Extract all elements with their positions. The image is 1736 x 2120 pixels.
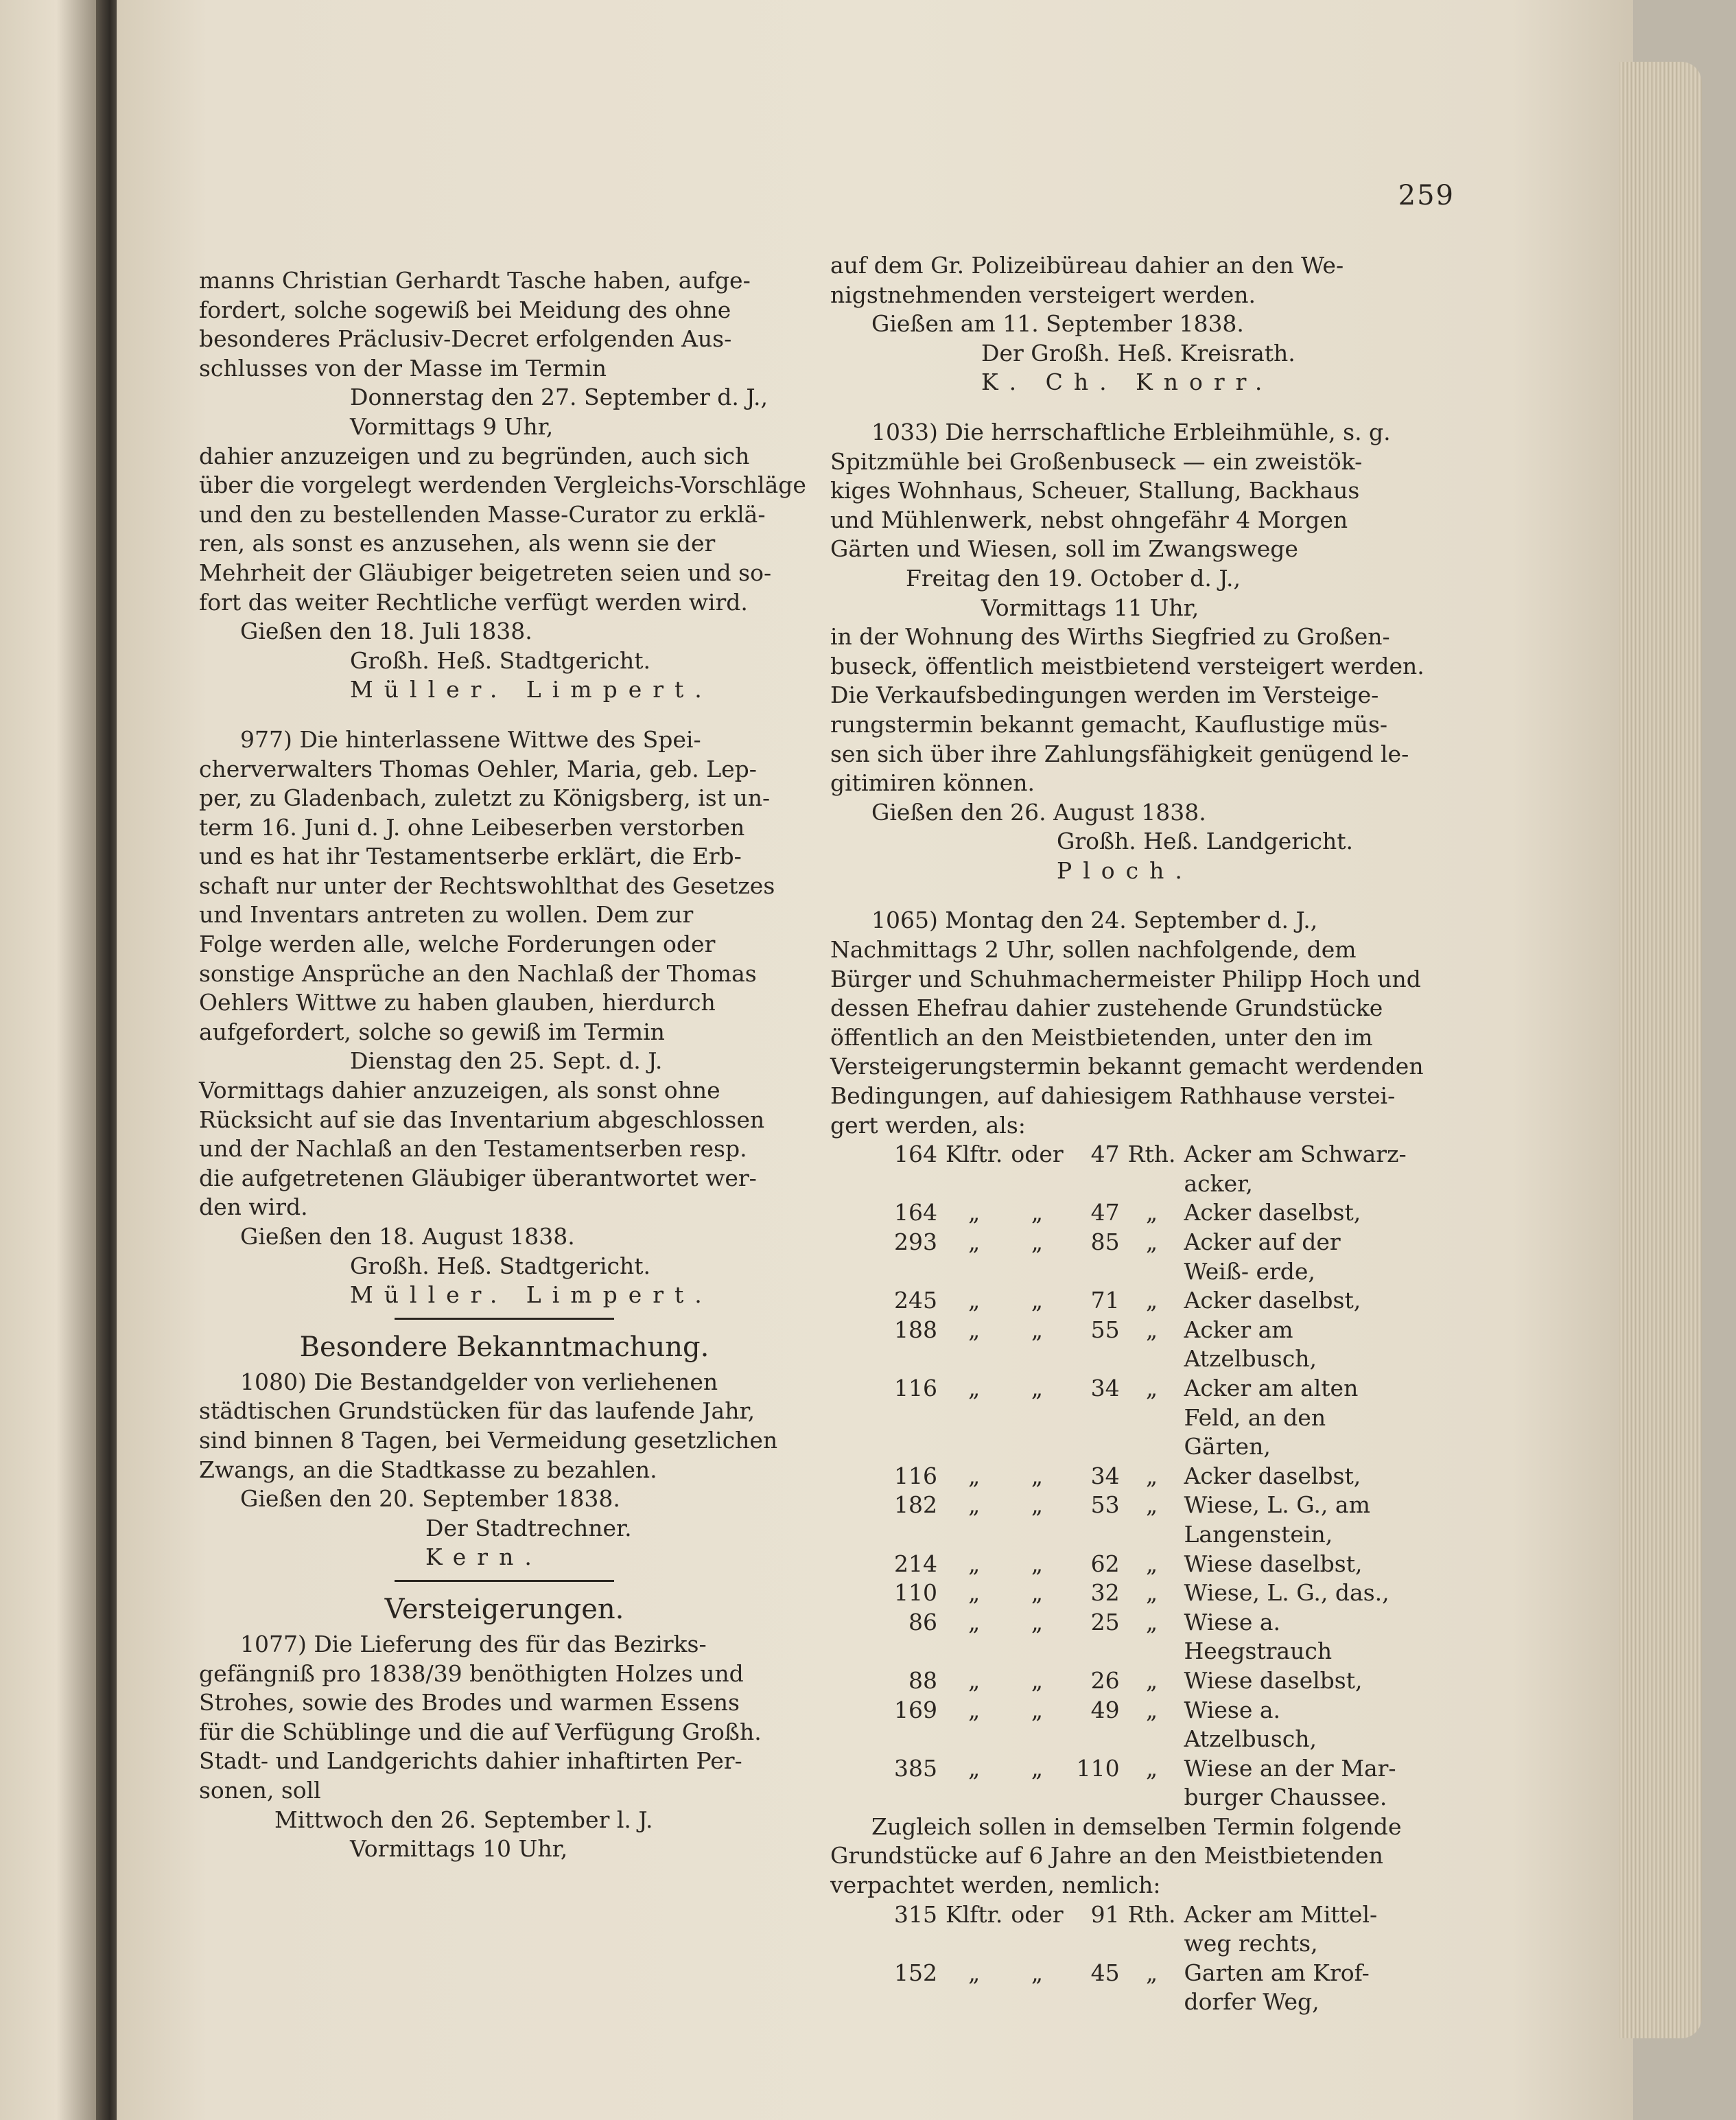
text-line: manns Christian Gerhardt Tasche haben, aufge- [199, 267, 751, 294]
lot-desc: Wiese daselbst, [1184, 1666, 1363, 1694]
lot-u1: „ [968, 1550, 981, 1577]
notice-1033-signature: Ploch. [1057, 857, 1193, 884]
lot-u1: „ [968, 1287, 981, 1314]
lease-lots-table [885, 1900, 1414, 2017]
text-line: Bedingungen, auf dahiesigem Rathhause verstei- [830, 1082, 1396, 1110]
lot-desc: Acker daselbst, [1184, 1287, 1361, 1314]
text-line: und Mühlenwerk, nebst ohngefähr 4 Morgen [830, 506, 1348, 533]
notice-1033-time: Vormittags 11 Uhr, [981, 594, 1199, 621]
lot-m: „ [1031, 1579, 1044, 1607]
notice-1077-date: Mittwoch den 26. September l. J. [274, 1806, 653, 1833]
intro-notice [199, 266, 810, 383]
text-line: rungstermin bekannt gemacht, Kauflustige müs- [830, 710, 1388, 738]
lot-row [885, 1462, 1414, 1491]
page-number: 259 [1398, 180, 1455, 211]
lot-u1: „ [968, 1228, 981, 1255]
lot-a: 86 [908, 1608, 937, 1635]
lot-row [885, 1491, 1414, 1549]
text-line: in der Wohnung des Wirths Siegfried zu Großen- [830, 623, 1390, 651]
text-line: 1033) Die herrschaftliche Erbleihmühle, s. g. [871, 418, 1391, 445]
lot-b: 34 [1090, 1462, 1120, 1489]
lot-row [885, 1316, 1414, 1374]
notice-977-court: Großh. Heß. Stadtgericht. [350, 1252, 651, 1279]
lot-row [885, 1666, 1414, 1696]
text-line: nigstnehmenden versteigert werden. [830, 281, 1256, 308]
lot-a: 293 [894, 1228, 937, 1255]
text-line: öffentlich an den Meistbietenden, unter den im [830, 1023, 1373, 1051]
text-line: Strohes, sowie des Brodes und warmen Essens [199, 1689, 740, 1716]
notice-1080 [199, 1368, 810, 1484]
left-column [199, 266, 810, 1864]
lot-u2: „ [1146, 1287, 1158, 1314]
text-line: fort das weiter Rechtliche verfügt werden wird. [199, 588, 748, 616]
text-line: den wird. [199, 1193, 308, 1221]
text-line: für die Schüblinge und die auf Verfügung Großh. [199, 1718, 762, 1745]
intro-place: Gießen den 18. Juli 1838. [240, 618, 532, 645]
lot-row [885, 1754, 1414, 1813]
lot-b: 53 [1090, 1491, 1120, 1519]
lot-desc: Wiese a. Heegstrauch [1184, 1608, 1333, 1665]
lot-u1: „ [968, 1666, 981, 1694]
lot-row [885, 1140, 1414, 1198]
text-line: sonen, soll [199, 1776, 321, 1804]
lot-desc: Wiese daselbst, [1184, 1550, 1363, 1577]
text-line: cherverwalters Thomas Oehler, Maria, geb. Lep- [199, 755, 757, 782]
text-line: städtischen Grundstücken für das laufende Jahr, [199, 1397, 755, 1425]
lot-row [885, 1608, 1414, 1666]
text-line: sind binnen 8 Tagen, bei Vermeidung gesetzlichen [199, 1426, 778, 1454]
lot-row [885, 1696, 1414, 1754]
text-line: Nachmittags 2 Uhr, sollen nachfolgende, dem [830, 936, 1357, 964]
lot-u1: Klftr. [946, 1141, 1003, 1168]
notice-977-signature: Müller. Limpert. [350, 1281, 713, 1309]
text-line: Spitzmühle bei Großenbuseck — ein zweistök- [830, 447, 1363, 475]
lot-a: 88 [908, 1666, 937, 1694]
lot-m: „ [1031, 1316, 1044, 1343]
text-line: über die vorgelegt werdenden Vergleichs-Vorschläge [199, 471, 806, 499]
lot-m: „ [1031, 1287, 1044, 1314]
intro-time: Vormittags 9 Uhr, [350, 412, 554, 440]
lot-desc: Acker daselbst, [1184, 1199, 1361, 1226]
text-line: fordert, solche sogewiß bei Meidung des ohne [199, 296, 731, 323]
text-line: gefängniß pro 1838/39 benöthigten Holzes und [199, 1659, 744, 1687]
continuation-signature: K. Ch. Knorr. [981, 369, 1274, 396]
text-line: besonderes Präclusiv-Decret erfolgenden Aus- [199, 325, 732, 353]
text-line: und Inventars antreten zu wollen. Dem zur [199, 901, 694, 929]
lot-b: 47 [1090, 1199, 1120, 1226]
lot-desc: Garten am Krof- dorfer Weg, [1184, 1959, 1370, 2016]
lot-b: 110 [1076, 1754, 1120, 1782]
lot-b: 34 [1090, 1374, 1120, 1401]
text-line: 977) Die hinterlassene Wittwe des Spei- [240, 725, 701, 753]
lot-u1: „ [968, 1959, 981, 1986]
lot-a: 169 [894, 1696, 937, 1723]
lot-u2: Rth. [1127, 1900, 1176, 1928]
lot-row [885, 1228, 1414, 1286]
continuation-office: Der Großh. Heß. Kreisrath. [981, 339, 1295, 366]
lot-m: „ [1031, 1696, 1044, 1723]
lot-u2: „ [1146, 1491, 1158, 1519]
intro-court: Großh. Heß. Stadtgericht. [350, 647, 651, 674]
lot-u2: „ [1146, 1199, 1158, 1226]
lot-u1: „ [968, 1491, 981, 1519]
text-line: verpachtet werden, nemlich: [830, 1872, 1161, 1899]
lot-a: 315 [894, 1900, 937, 1928]
lot-a: 110 [894, 1579, 937, 1607]
right-column [830, 251, 1448, 2017]
page-stack-edges [1619, 62, 1702, 2038]
notice-1080-signature: Kern. [425, 1544, 543, 1571]
lot-desc: Acker am Mittel- weg rechts, [1184, 1900, 1378, 1957]
lot-b: 91 [1090, 1900, 1120, 1928]
text-line: Folge werden alle, welche Forderungen oder [199, 931, 716, 958]
lot-b: 62 [1090, 1550, 1120, 1577]
lot-a: 182 [894, 1491, 937, 1519]
lot-u2: „ [1146, 1959, 1158, 1986]
lot-u2: „ [1146, 1550, 1158, 1577]
lot-b: 26 [1090, 1666, 1120, 1694]
lot-u2: „ [1146, 1754, 1158, 1782]
lot-m: oder [1011, 1900, 1064, 1928]
text-line: schlusses von der Masse im Termin [199, 354, 607, 382]
text-line: dahier anzuzeigen und zu begründen, auch sich [199, 442, 750, 469]
section-rule [199, 1310, 810, 1327]
text-line: ren, als sonst es anzusehen, als wenn sie der [199, 530, 716, 557]
intro-body [199, 442, 810, 618]
lot-m: „ [1031, 1228, 1044, 1255]
notice-1080-office: Der Stadtrechner. [425, 1514, 632, 1541]
lot-desc: Wiese, L. G., das., [1184, 1579, 1389, 1607]
lot-m: „ [1031, 1550, 1044, 1577]
text-line: Vormittags dahier anzuzeigen, als sonst ohne [199, 1077, 720, 1104]
text-line: kiges Wohnhaus, Scheuer, Stallung, Backhaus [830, 477, 1360, 504]
lot-a: 214 [894, 1550, 937, 1577]
lot-u1: „ [968, 1462, 981, 1489]
lot-row [885, 1286, 1414, 1316]
lot-u1: „ [968, 1579, 981, 1607]
lot-u2: Rth. [1127, 1141, 1176, 1168]
lot-row [885, 1959, 1414, 2017]
lot-u2: „ [1146, 1696, 1158, 1723]
notice-1077 [199, 1630, 810, 1806]
text-line: term 16. Juni d. J. ohne Leibeserben verstorben [199, 813, 745, 841]
text-line: Die Verkaufsbedingungen werden im Versteige- [830, 682, 1379, 709]
lease-intro [830, 1813, 1448, 1900]
lot-m: „ [1031, 1608, 1044, 1635]
notice-977-place: Gießen den 18. August 1838. [240, 1223, 575, 1250]
lot-u2: „ [1146, 1228, 1158, 1255]
notice-977-date: Dienstag den 25. Sept. d. J. [350, 1047, 663, 1075]
lot-b: 71 [1090, 1287, 1120, 1314]
text-line: auf dem Gr. Polizeibüreau dahier an den We- [830, 252, 1344, 279]
lot-desc: Acker daselbst, [1184, 1462, 1361, 1489]
lot-u2: „ [1146, 1579, 1158, 1607]
lot-desc: Acker am Atzelbusch, [1184, 1316, 1317, 1373]
lot-desc: Acker am Schwarz- acker, [1184, 1141, 1407, 1197]
lot-u2: „ [1146, 1374, 1158, 1401]
text-line: 1077) Die Lieferung des für das Bezirks- [240, 1630, 707, 1657]
text-line: Gärten und Wiesen, soll im Zwangswege [830, 535, 1298, 563]
text-line: buseck, öffentlich meistbietend versteigert werden. [830, 652, 1424, 679]
lot-u1: „ [968, 1374, 981, 1401]
lot-u1: „ [968, 1696, 981, 1723]
lot-u2: „ [1146, 1462, 1158, 1489]
notice-1033-date: Freitag den 19. October d. J., [906, 564, 1241, 592]
intro-date: Donnerstag den 27. September d. J., [350, 384, 769, 411]
notice-1065 [830, 906, 1448, 1140]
notice-1077-time: Vormittags 10 Uhr, [350, 1835, 568, 1863]
text-line: 1065) Montag den 24. September d. J., [871, 907, 1318, 934]
lot-b: 32 [1090, 1579, 1120, 1607]
lot-a: 164 [894, 1199, 937, 1226]
lot-b: 49 [1090, 1696, 1120, 1723]
lot-a: 116 [894, 1462, 937, 1489]
lot-b: 47 [1090, 1141, 1120, 1168]
text-line: gert werden, als: [830, 1111, 1026, 1139]
text-line: per, zu Gladenbach, zuletzt zu Königsberg, ist un- [199, 784, 771, 812]
text-line: und den zu bestellenden Masse-Curator zu erklä- [199, 500, 766, 528]
lot-u1: „ [968, 1316, 981, 1343]
heading-special: Besondere Bekanntmachung. [299, 1331, 709, 1363]
text-line: sonstige Ansprüche an den Nachlaß der Thomas [199, 959, 757, 987]
text-line: die aufgetretenen Gläubiger überantwortet wer- [199, 1164, 757, 1191]
lot-a: 188 [894, 1316, 937, 1343]
lot-b: 55 [1090, 1316, 1120, 1343]
facing-page-edge [0, 0, 103, 2120]
lot-a: 152 [894, 1959, 937, 1986]
lot-m: „ [1031, 1666, 1044, 1694]
notice-977 [199, 725, 810, 1047]
lot-row [885, 1550, 1414, 1579]
lot-desc: Wiese, L. G., am Langenstein, [1184, 1491, 1370, 1548]
lot-desc: Acker am alten Feld, an den Gärten, [1184, 1374, 1359, 1460]
lot-desc: Wiese an der Mar- burger Chaussee. [1184, 1754, 1396, 1811]
text-line: Mehrheit der Gläubiger beigetreten seien und so- [199, 559, 772, 586]
lot-m: oder [1011, 1141, 1064, 1168]
lot-u1: „ [968, 1754, 981, 1782]
lot-desc: Wiese a. Atzelbusch, [1184, 1696, 1317, 1753]
text-line: Stadt- und Landgerichts dahier inhaftirten Per- [199, 1747, 742, 1775]
continuation-place: Gießen am 11. September 1838. [871, 310, 1244, 338]
lot-b: 25 [1090, 1608, 1120, 1635]
notice-1033-body [830, 622, 1448, 798]
lot-u1: „ [968, 1608, 981, 1635]
lot-m: „ [1031, 1754, 1044, 1782]
lot-b: 45 [1090, 1959, 1120, 1986]
intro-signature: Müller. Limpert. [350, 676, 713, 703]
lot-m: „ [1031, 1491, 1044, 1519]
lots-table [885, 1140, 1414, 1813]
lot-a: 245 [894, 1287, 937, 1314]
text-line: Zwangs, an die Stadtkasse zu bezahlen. [199, 1456, 657, 1483]
text-line: Rücksicht auf sie das Inventarium abgeschlossen [199, 1106, 765, 1133]
text-line: dessen Ehefrau dahier zustehende Grundstücke [830, 994, 1383, 1022]
notice-1080-place: Gießen den 20. September 1838. [240, 1485, 620, 1513]
section-rule [199, 1572, 810, 1589]
lot-u2: „ [1146, 1666, 1158, 1694]
lot-u1: „ [968, 1199, 981, 1226]
notice-1033 [830, 418, 1448, 564]
lot-m: „ [1031, 1959, 1044, 1986]
notice-1033-place: Gießen den 26. August 1838. [871, 798, 1206, 826]
lot-a: 116 [894, 1374, 937, 1401]
lot-u2: „ [1146, 1316, 1158, 1343]
lot-a: 385 [894, 1754, 937, 1782]
text-line: sen sich über ihre Zahlungsfähigkeit genügend le- [830, 740, 1409, 767]
lot-m: „ [1031, 1462, 1044, 1489]
lot-desc: Acker auf der Weiß- erde, [1184, 1228, 1341, 1285]
text-line: schaft nur unter der Rechtswohlthat des Gesetzes [199, 872, 775, 899]
lot-m: „ [1031, 1199, 1044, 1226]
text-line: gitimiren können. [830, 769, 1035, 797]
lot-a: 164 [894, 1141, 937, 1168]
text-line: Grundstücke auf 6 Jahre an den Meistbietenden [830, 1842, 1383, 1869]
notice-1033-court: Großh. Heß. Landgericht. [1057, 828, 1354, 855]
text-line: Versteigerungstermin bekannt gemacht werdenden [830, 1053, 1424, 1080]
lot-row [885, 1579, 1414, 1608]
text-line: Zugleich sollen in demselben Termin folgende [871, 1813, 1402, 1840]
text-line: und es hat ihr Testamentserbe erklärt, die Erb- [199, 843, 742, 870]
lot-row [885, 1374, 1414, 1462]
text-line: Bürger und Schuhmachermeister Philipp Hoch und [830, 965, 1421, 992]
continuation [830, 251, 1448, 310]
notice-977-body [199, 1076, 810, 1222]
text-line: aufgefordert, solche so gewiß im Termin [199, 1018, 665, 1045]
lot-u1: Klftr. [946, 1900, 1003, 1928]
text-line: und der Nachlaß an den Testamentserben resp. [199, 1135, 747, 1163]
lot-m: „ [1031, 1374, 1044, 1401]
text-line: 1080) Die Bestandgelder von verliehenen [240, 1368, 718, 1395]
heading-auctions: Versteigerungen. [384, 1593, 624, 1625]
lot-row [885, 1900, 1414, 1959]
lot-row [885, 1198, 1414, 1228]
lot-b: 85 [1090, 1228, 1120, 1255]
lot-u2: „ [1146, 1608, 1158, 1635]
text-line: Oehlers Wittwe zu haben glauben, hierdurch [199, 989, 716, 1016]
